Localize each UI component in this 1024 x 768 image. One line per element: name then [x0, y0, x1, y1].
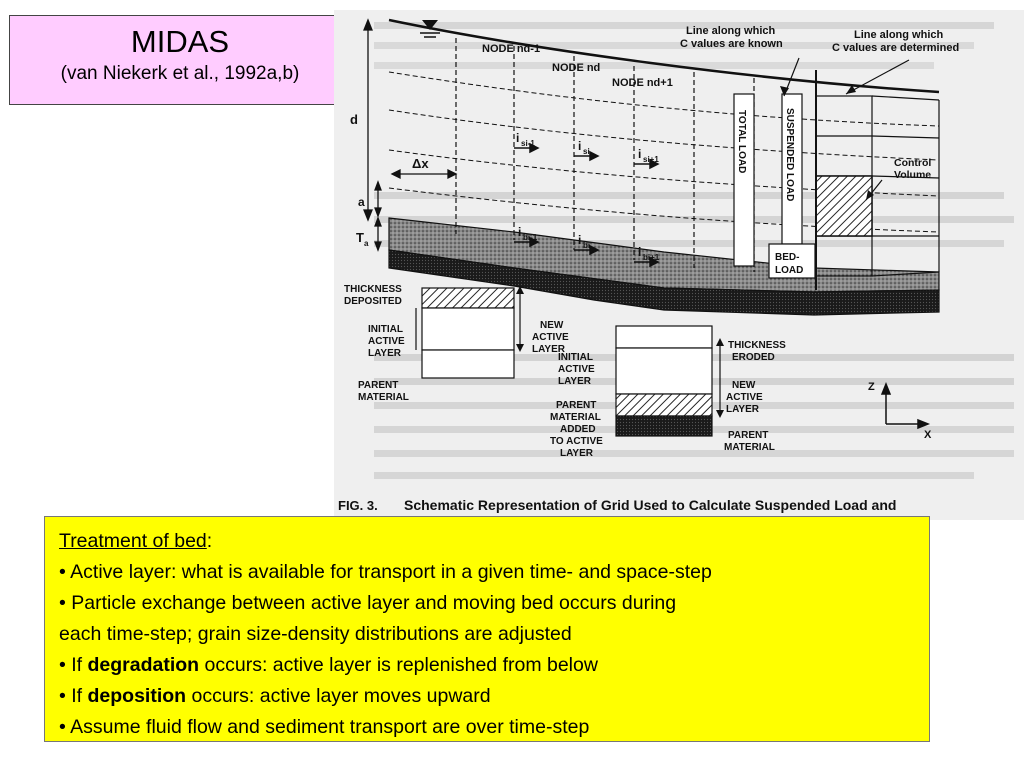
label-i-si-minus: i: [516, 131, 520, 145]
label-thickness-er-1: THICKNESS: [728, 340, 786, 351]
label-delta-x: Δx: [412, 156, 429, 171]
label-control-1: Control: [894, 157, 932, 169]
label-parent-added-1: PARENT: [556, 400, 597, 411]
grid-schematic-figure: [334, 10, 1024, 520]
note-degradation-pre: • If: [59, 654, 88, 676]
note-deposition-pre: • If: [59, 685, 88, 707]
label-i-bi-minus-sub: bi-1: [523, 233, 538, 242]
label-node-nd-minus: NODE nd-1: [482, 43, 541, 55]
label-axis-x: X: [924, 429, 932, 441]
label-new2-1: NEW: [732, 380, 756, 391]
label-i-bi-plus: i: [638, 245, 642, 259]
label-axis-z: Z: [868, 381, 875, 393]
label-node-nd-plus: NODE nd+1: [612, 77, 673, 89]
label-i-si-sub: si: [583, 147, 590, 156]
figure-caption-number: FIG. 3.: [338, 498, 378, 513]
control-volume: [816, 176, 872, 236]
label-line-det-1: Line along which: [854, 29, 944, 41]
label-bed-load-2: LOAD: [775, 265, 804, 276]
deposition-detail: [416, 286, 524, 378]
label-init2-1: INITIAL: [558, 352, 593, 363]
label-line-det-2: C values are determined: [832, 42, 960, 54]
label-parent-added-3: ADDED: [560, 424, 596, 435]
label-line-known-1: Line along which: [686, 25, 776, 37]
label-i-bi: i: [578, 233, 582, 247]
title-box: [9, 15, 351, 105]
label-initial-active-2: ACTIVE: [368, 336, 405, 347]
label-parent-added-4: TO ACTIVE: [550, 436, 603, 447]
label-parent-added-2: MATERIAL: [550, 412, 601, 423]
notes-heading-colon: :: [206, 530, 213, 552]
erosion-detail: [616, 326, 724, 436]
label-thickness-dep-1: THICKNESS: [344, 284, 402, 295]
label-suspended-load: SUSPENDED LOAD: [784, 108, 795, 202]
label-new-active-1: NEW: [540, 320, 564, 331]
note-particle-exchange-2: each time-step; grain size-density distributions are adjusted: [59, 623, 572, 645]
label-initial-active-1: INITIAL: [368, 324, 403, 335]
label-init2-2: ACTIVE: [558, 364, 595, 375]
label-parent2-1: PARENT: [728, 430, 769, 441]
note-degradation-bold: degradation: [87, 654, 200, 676]
label-parent2-2: MATERIAL: [724, 442, 775, 453]
label-new2-2: ACTIVE: [726, 392, 763, 403]
note-deposition: [59, 681, 915, 712]
notes-heading: [59, 526, 915, 557]
label-bed-load-1: BED-: [775, 252, 800, 263]
label-node-nd: NODE nd: [552, 62, 601, 74]
label-new2-3: LAYER: [726, 404, 759, 415]
label-line-known-2: C values are known: [680, 38, 783, 50]
label-parent-added-5: LAYER: [560, 448, 593, 459]
label-i-si: i: [578, 139, 582, 153]
label-total-load: TOTAL LOAD: [736, 110, 747, 174]
note-active-layer: • Active layer: what is available for transport in a given time- and space-step: [59, 561, 712, 583]
notes-heading-text: Treatment of bed: [59, 530, 207, 552]
label-i-bi-sub: bi: [583, 241, 591, 250]
label-control-2: Volume: [894, 169, 932, 181]
label-thickness-er-2: ERODED: [732, 352, 775, 363]
note-particle-exchange-1: • Particle exchange between active layer and moving bed occurs during: [59, 592, 677, 614]
note-deposition-bold: deposition: [87, 685, 187, 707]
label-ta: T: [356, 230, 364, 245]
note-deposition-post: occurs: active layer moves upward: [186, 685, 491, 707]
label-a: a: [358, 195, 365, 209]
slide-title: MIDAS: [130, 24, 230, 59]
label-i-bi-minus: i: [518, 225, 522, 239]
label-i-bi-plus-sub: bi+1: [643, 253, 660, 262]
label-i-si-plus: i: [638, 147, 642, 161]
figure-caption-text: Schematic Representation of Grid Used to Calculate Suspended Load and: [404, 497, 897, 513]
note-time-step: • Assume fluid flow and sediment transport are over time-step: [59, 716, 590, 738]
label-new-active-3: LAYER: [532, 344, 565, 355]
label-initial-active-3: LAYER: [368, 348, 401, 359]
label-new-active-2: ACTIVE: [532, 332, 569, 343]
label-init2-3: LAYER: [558, 376, 591, 387]
label-parent-2: MATERIAL: [358, 392, 409, 403]
note-degradation-post: occurs: active layer is replenished from below: [199, 654, 598, 676]
note-degradation: [59, 650, 915, 681]
label-i-si-minus-sub: si-1: [521, 139, 535, 148]
label-i-si-plus-sub: si+1: [643, 155, 659, 164]
label-parent-1: PARENT: [358, 380, 399, 391]
label-thickness-dep-2: DEPOSITED: [344, 296, 402, 307]
label-depth: d: [350, 112, 358, 127]
label-ta-sub: a: [364, 239, 369, 248]
slide-subtitle: (van Niekerk et al., 1992a,b): [60, 63, 300, 84]
notes-box: [44, 516, 930, 742]
